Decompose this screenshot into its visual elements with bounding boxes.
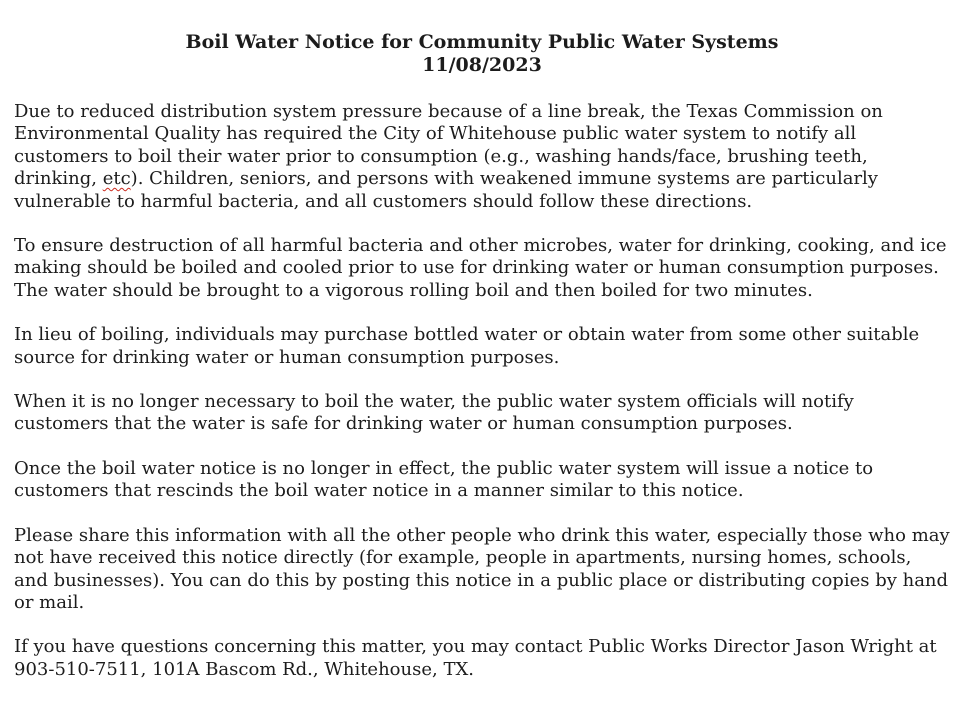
paragraph-share-information: Please share this information with all the other people who drink this water, especially those who may not have received this notice directly (for example, people in apartments, nursing homes, schools, and businesses). You can do this by posting this notice in a public place or distributing copies by hand or mail. — [14, 524, 950, 613]
paragraph-intro-text-before: Due to reduced distribution system pressure because of a line break, the Texas Commission on Environmental Quality has required the City of Whitehouse public water system to notify all customers to boil their water prior to consumption (e.g., washing hands/face, brushing teeth, drinking, — [14, 101, 883, 190]
misspelled-word: etc — [102, 168, 131, 190]
paragraph-intro-text-after: ). Children, seniors, and persons with weakened immune systems are particularly vulnerable to harmful bacteria, and all customers should follow these directions. — [14, 168, 878, 212]
paragraph-notification: When it is no longer necessary to boil the water, the public water system officials will notify customers that the water is safe for drinking water or human consumption purposes. — [14, 391, 854, 435]
paragraph-bottled-water: In lieu of boiling, individuals may purchase bottled water or obtain water from some other suitable source for drinking water or human consumption purposes. — [14, 324, 920, 368]
paragraph-boiling-instructions: To ensure destruction of all harmful bacteria and other microbes, water for drinking, cooking, and ice making should be boiled and cooled prior to use for drinking water or human consumption purposes. The water should be brought to a vigorous rolling boil and then boiled for two minutes. — [14, 235, 947, 301]
paragraph-rescind: Once the boil water notice is no longer in effect, the public water system will issue a notice to customers that rescinds the boil water notice in a manner similar to this notice. — [14, 457, 874, 502]
paragraph-intro — [14, 101, 950, 213]
notice-date: 11/08/2023 — [422, 54, 542, 76]
paragraph-contact: If you have questions concerning this matter, you may contact Public Works Director Jason Wright at 903-510-7511, 101A Bascom Rd., Whitehouse, TX. — [14, 636, 937, 680]
page-title: Boil Water Notice for Community Public Water Systems — [185, 31, 779, 53]
